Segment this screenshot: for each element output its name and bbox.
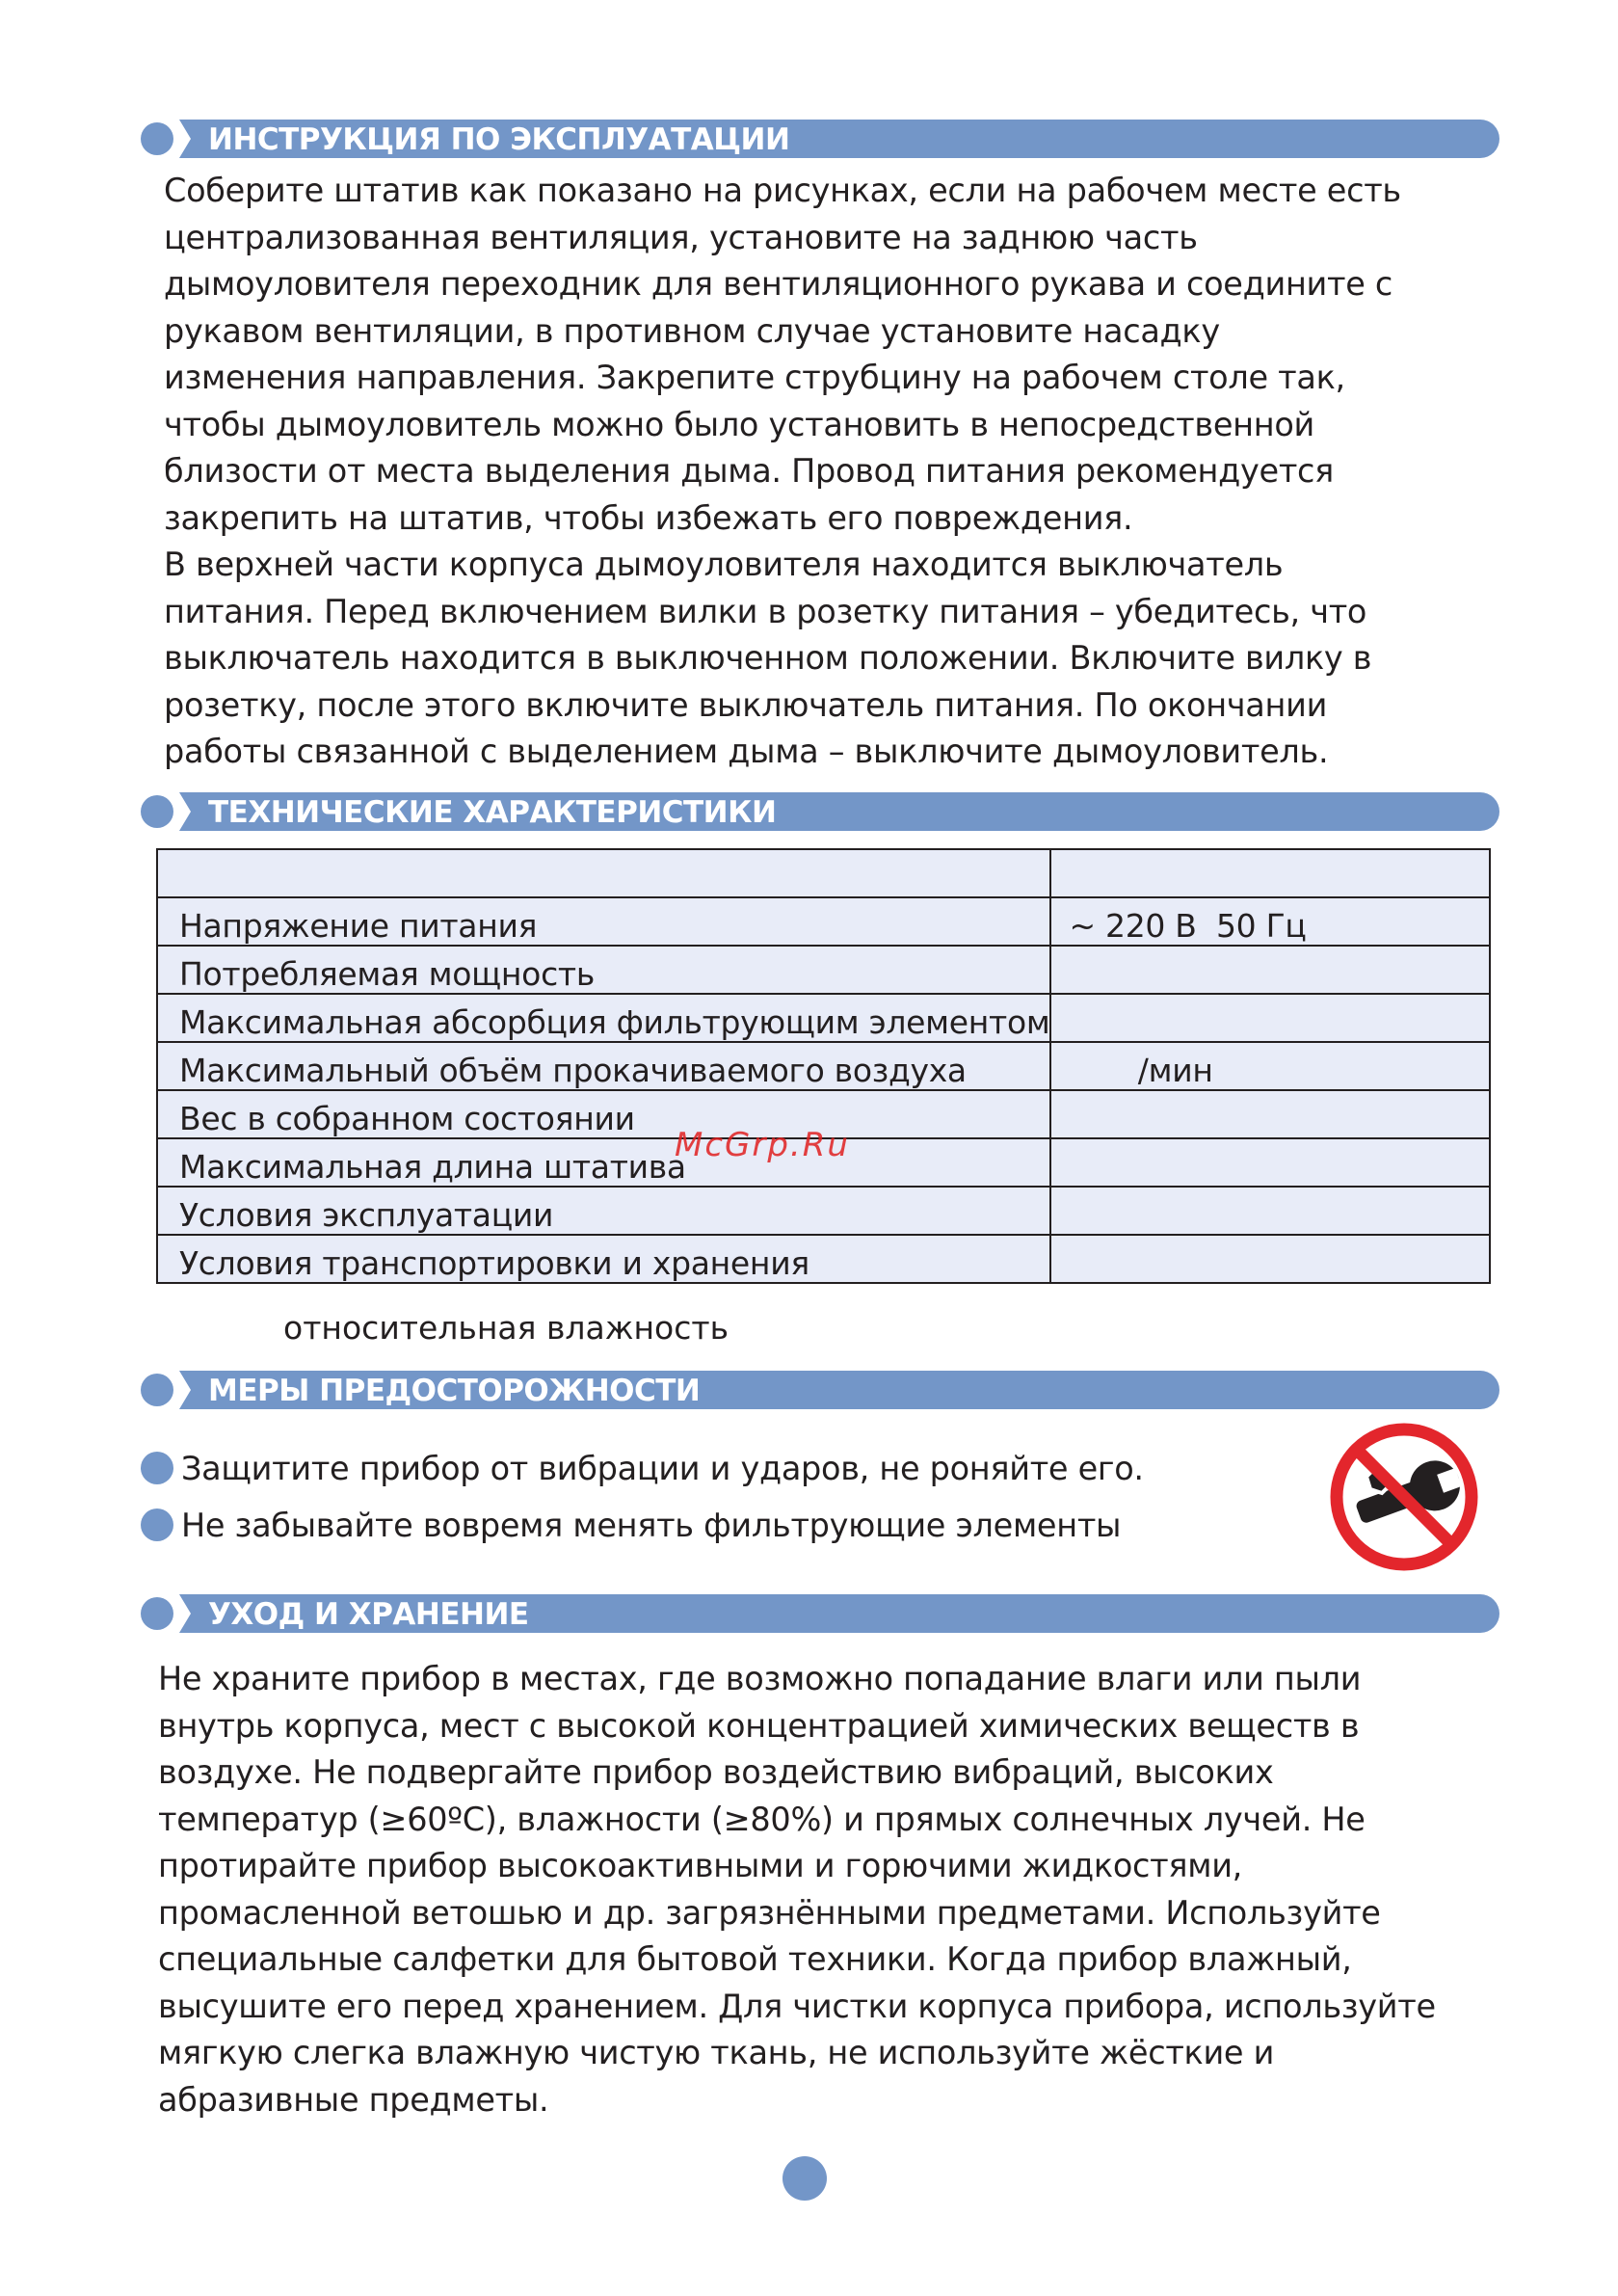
spec-value	[1050, 849, 1490, 897]
table-row	[157, 994, 1490, 1042]
bullet-dot	[141, 1452, 173, 1484]
no-tools-prohibited-icon	[1328, 1421, 1480, 1573]
bullet-dot	[141, 1374, 173, 1406]
spec-param	[157, 849, 1050, 897]
care-text: Не храните прибор в местах, где возможно попадание влаги или пыли внутрь корпуса, мест с высокой концентрацией химических веществ в воздухе. Не подвергайте прибор воздействию вибраций, высоких температур (≥60ºС), влажности (≥80%) и прямых солнечных лучей. Не протирайте прибор высокоактивными и горючими жидкостями, промасленной ветошью и др. загрязнёнными предметами. Используйте специальные салфетки для бытовой техники. Когда прибор влажный, высушите его перед хранением. Для чистки корпуса прибора, используйте мягкую слегка влажную чистую ткань, не используйте жёсткие и абразивные предметы.	[158, 1660, 1436, 2119]
precaution-item	[141, 1450, 1144, 1487]
section-title: МЕРЫ ПРЕДОСТОРОЖНОСТИ	[208, 1374, 701, 1408]
spec-param: Вес в собранном состоянии	[157, 1090, 1050, 1138]
section-title: ИНСТРУКЦИЯ ПО ЭКСПЛУАТАЦИИ	[208, 122, 790, 157]
spec-value: ~ 220 В 50 Гц	[1050, 897, 1490, 946]
precaution-item	[141, 1507, 1121, 1544]
table-row	[157, 897, 1490, 946]
spec-param: Потребляемая мощность	[157, 946, 1050, 994]
bullet-dot	[141, 795, 173, 828]
bullet-dot	[141, 122, 173, 155]
section-header-care	[141, 1594, 1499, 1633]
specs-table	[156, 848, 1491, 1284]
spec-value	[1050, 994, 1490, 1042]
spec-value	[1050, 1235, 1490, 1283]
spec-value	[1050, 1138, 1490, 1187]
spec-value	[1050, 946, 1490, 994]
table-row	[157, 946, 1490, 994]
spec-param: Условия эксплуатации	[157, 1187, 1050, 1235]
spec-value	[1050, 1090, 1490, 1138]
spec-param: Максимальный объём прокачиваемого воздуха	[157, 1042, 1050, 1090]
section-title: УХОД И ХРАНЕНИЕ	[208, 1597, 529, 1632]
bullet-dot	[141, 1508, 173, 1541]
spec-param: Условия транспортировки и хранения	[157, 1235, 1050, 1283]
precaution-text: Не забывайте вовремя менять фильтрующие элементы	[181, 1507, 1122, 1544]
page-number-dot	[782, 2156, 827, 2201]
instructions-text: Соберите штатив как показано на рисунках, если на рабочем месте есть централизованная вентиляция, установите на заднюю часть дымоуловителя переходник для вентиляционного рукава и соедините с рукавом вентиляции, в противном случае установите насадку изменения направления. Закрепите струбцину на рабочем столе так, чтобы дымоуловитель можно было установить в непосредственной близости от места выделения дыма. Провод питания рекомендуется закрепить на штатив, чтобы избежать его повреждения. В верхней части корпуса дымоуловителя находится выключатель питания. Перед включением вилки в розетку питания – убедитесь, что выключатель находится в выключенном положении. Включите вилку в розетку, после этого включите выключатель питания. По окончании работы связанной с выделением дыма – выключите дымоуловитель.	[164, 172, 1401, 770]
table-row	[157, 1042, 1490, 1090]
section-title: ТЕХНИЧЕСКИЕ ХАРАКТЕРИСТИКИ	[208, 795, 777, 830]
spec-value: /мин	[1050, 1042, 1490, 1090]
table-row	[157, 1235, 1490, 1283]
section-header-instructions	[141, 120, 1499, 158]
watermark: McGrp.Ru	[675, 1126, 850, 1164]
humidity-note: относительная влажность	[283, 1309, 729, 1347]
spec-param: Напряжение питания	[157, 897, 1050, 946]
precaution-text: Защитите прибор от вибрации и ударов, не роняйте его.	[181, 1450, 1144, 1487]
spec-value	[1050, 1187, 1490, 1235]
spec-param: Максимальная абсорбция фильтрующим элементом	[157, 994, 1050, 1042]
bullet-dot	[141, 1597, 173, 1630]
section-header-specs	[141, 792, 1499, 831]
section-header-precautions	[141, 1371, 1499, 1409]
table-row	[157, 1187, 1490, 1235]
spec-param: Максимальная длина штатива	[157, 1138, 1050, 1187]
table-row	[157, 849, 1490, 897]
